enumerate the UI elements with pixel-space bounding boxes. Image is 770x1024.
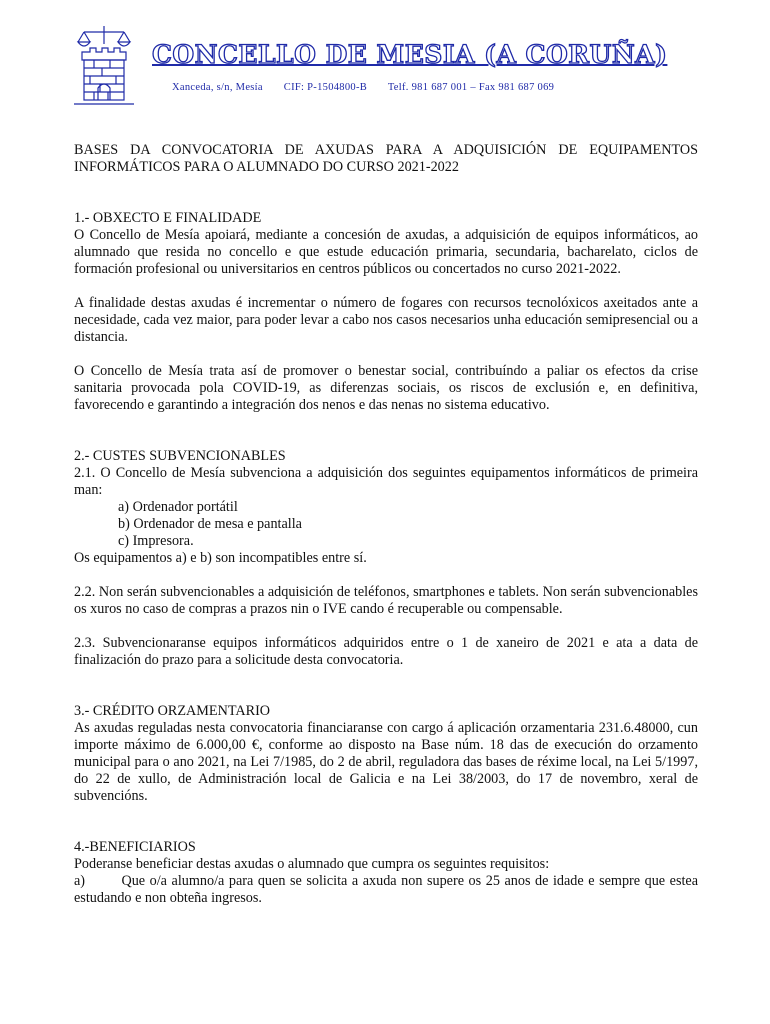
requirement-label: a)	[74, 873, 86, 889]
list-item: a) Ordenador portátil	[118, 499, 238, 515]
paragraph: 2.3. Subvencionaranse equipos informáticos adquiridos entre o 1 de xaneiro de 2021 e ata a data de finalización do prazo para a solicitude desta convocatoria.	[74, 635, 698, 668]
list-item: c) Impresora.	[118, 533, 194, 549]
cif: CIF: P-1504800-B	[283, 82, 368, 93]
equipment-list	[74, 499, 698, 550]
paragraph: O Concello de Mesía trata así de promover o benestar social, contribuíndo a paliar os efectos da crise sanitaria provocada pola COVID-19, as diferenzas sociais, os riscos de exclusión e, en definitiva, favorecendo e garantindo a integración dos nenos e das nenas no sistema educativo.	[74, 363, 698, 413]
requirement-text: Que o/a alumno/a para quen se solicita a axuda non supere os 25 anos de idade e sempre que estea estudando e non obteña ingresos.	[74, 873, 699, 906]
paragraph: As axudas reguladas nesta convocatoria financiaranse con cargo á aplicación orzamentaria 231.6.48000, cun importe máximo de 6.000,00 €, conforme ao disposto na Base núm. 18 das de execución do orzamento municipal para o ano 2021, na Lei 7/1985, do 2 de abril, reguladora das bases de réxime local, na Lei 5/1997, do 22 de xullo, de Administración local de Galicia e na Lei 38/2003, do 17 de novembro, xeral de subvencións.	[74, 720, 698, 804]
phone-fax: Telf. 981 687 001 – Fax 981 687 069	[387, 82, 555, 93]
requirement-a	[74, 873, 698, 907]
paragraph: 2.2. Non serán subvencionables a adquisición de teléfonos, smartphones e tablets. Non serán subvencionables os xuros no caso de compras a prazos nin o IVE cando é recuperable ou compensable.	[74, 584, 698, 617]
municipality-title: CONCELLO DE MESIA (A CORUÑA)	[152, 40, 668, 69]
section-heading: 2.- CUSTES SUBVENCIONABLES	[74, 448, 286, 464]
address: Xanceda, s/n, Mesía	[172, 82, 263, 93]
letterhead	[70, 22, 710, 112]
paragraph: Poderanse beneficiar destas axudas o alumnado que cumpra os seguintes requisitos:	[74, 856, 550, 872]
contact-line	[172, 82, 572, 93]
paragraph: Os equipamentos a) e b) son incompatibles entre sí.	[74, 550, 367, 566]
document-body	[74, 142, 698, 907]
coat-of-arms-icon	[70, 22, 138, 108]
section-heading: 3.- CRÉDITO ORZAMENTARIO	[74, 703, 271, 719]
paragraph: 2.1. O Concello de Mesía subvenciona a adquisición dos seguintes equipamentos informáticos de primeira man:	[74, 465, 698, 498]
document-title: BASES DA CONVOCATORIA DE AXUDAS PARA A ADQUISICIÓN DE EQUIPAMENTOS INFORMÁTICOS PARA O ALUMNADO DO CURSO 2021-2022	[74, 142, 698, 175]
section-heading: 1.- OBXECTO E FINALIDADE	[74, 210, 262, 226]
paragraph: O Concello de Mesía apoiará, mediante a concesión de axudas, a adquisición de equipos informáticos, ao alumnado que resida no concello e que estude educación primaria, secundaria, bacharelato, ciclos de formación profesional ou universitarios en centros públicos ou concertados no curso 2021-2022.	[74, 227, 698, 277]
list-item: b) Ordenador de mesa e pantalla	[118, 516, 302, 532]
section-heading: 4.-BENEFICIARIOS	[74, 839, 196, 855]
paragraph: A finalidade destas axudas é incrementar o número de fogares con recursos tecnolóxicos axeitados ante a necesidade, cada vez maior, para poder levar a cabo nos casos necesarios unha educación semipresencial ou a distancia.	[74, 295, 698, 345]
